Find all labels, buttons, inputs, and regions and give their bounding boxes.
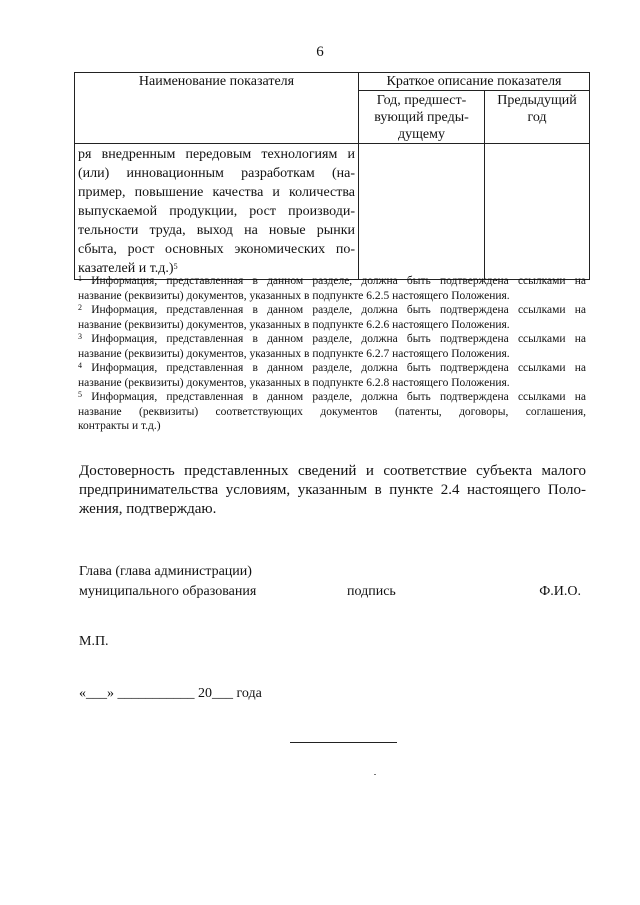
signatory-position-line: Глава (глава администрации) <box>79 564 252 579</box>
last-year-header-line: Предыдущий <box>497 93 577 108</box>
footnote-5 <box>78 390 586 434</box>
indicator-brief-header: Краткое описание показателя <box>359 73 590 91</box>
footnote-line <box>78 390 586 405</box>
footnote-text: Информация, представленная в данном разделе, должна быть подтверждена ссылками на <box>91 275 587 287</box>
footnote-text: Информация, представленная в данном разделе, должна быть подтверждена ссылками на <box>91 333 587 345</box>
footnote-line: название (реквизиты) документов, указанных в подпункте 6.2.7 настоящего Положения. <box>78 347 510 360</box>
footnote-line: название (реквизиты) документов, указанных в подпункте 6.2.5 настоящего Положения. <box>78 289 510 302</box>
confirmation-line: Достоверность представленных сведений и соответствие субъекта малого <box>79 463 586 479</box>
footnote-line <box>78 361 586 376</box>
signature-row <box>79 582 584 602</box>
footnote-line <box>78 303 586 318</box>
footnote-number: 5 <box>78 390 82 399</box>
scan-speck <box>374 774 376 775</box>
year-before-last-header <box>359 91 485 144</box>
footnote-text: Информация, представленная в данном разделе, должна быть подтверждена ссылками на <box>91 391 587 403</box>
footnote-text: Информация, представленная в данном разделе, должна быть подтверждена ссылками на <box>91 362 587 374</box>
year-before-last-header-line: Год, предшест- <box>376 93 467 108</box>
footnote-4 <box>78 361 586 390</box>
indicator-description-line: выпускаемой продукции, рост производи- <box>78 204 355 219</box>
indicator-description-line: (или) инновационным разработкам (на- <box>78 166 355 181</box>
last-year-header-line: год <box>527 110 547 125</box>
footnote-line <box>78 332 586 347</box>
indicator-name-header: Наименование показателя <box>75 73 359 144</box>
footnote-mark: 5 <box>173 262 178 271</box>
footnote-2 <box>78 303 586 332</box>
table-row <box>75 144 590 280</box>
footnote-number: 3 <box>78 332 82 341</box>
full-name-caption: Ф.И.О. <box>539 584 581 599</box>
footnote-1 <box>78 274 586 303</box>
indicator-description-line: ря внедренным передовым технологиям и <box>78 147 355 162</box>
indicator-description-line: сбыта, рост основных экономических по- <box>78 242 355 257</box>
indicators-table <box>74 72 590 280</box>
footnote-line: название (реквизиты) документов, указанных в подпункте 6.2.6 настоящего Положения. <box>78 318 510 331</box>
footnotes <box>78 274 586 434</box>
footnote-number: 4 <box>78 361 82 370</box>
footnote-3 <box>78 332 586 361</box>
signatory-position-line: муниципального образования <box>79 584 257 599</box>
indicator-description-line: пример, повышение качества и количества <box>78 185 355 200</box>
last-year-value-cell <box>485 144 590 280</box>
footnote-text: Информация, представленная в данном разделе, должна быть подтверждена ссылками на <box>91 304 587 316</box>
confirmation-line: предпринимательства условиям, указанным в пункте 2.4 настоящего Поло- <box>79 482 586 498</box>
footnote-line: контракты и т.д.) <box>78 420 161 432</box>
footnote-number: 1 <box>78 274 82 283</box>
confirmation-line: жения, подтверждаю. <box>79 501 217 517</box>
indicator-description-text: казателей и т.д.) <box>78 261 174 276</box>
bottom-rule <box>290 742 397 743</box>
footnote-number: 2 <box>78 303 82 312</box>
footnote-line: название (реквизиты) соответствующих документов (патенты, договоры, соглашения, <box>78 405 586 418</box>
page-number: 6 <box>316 44 324 60</box>
stamp-place-label: М.П. <box>79 634 109 649</box>
year-before-last-value-cell <box>359 144 485 280</box>
year-before-last-header-line: дущему <box>398 127 445 142</box>
indicator-description-cell <box>75 144 359 280</box>
signature-block <box>79 562 584 602</box>
last-year-header <box>485 91 590 144</box>
indicator-description-line: тельности труда, выход на новые рынки <box>78 223 355 238</box>
footnote-line <box>78 274 586 289</box>
year-before-last-header-line: вующий преды- <box>374 110 469 125</box>
footnote-line: название (реквизиты) документов, указанных в подпункте 6.2.8 настоящего Положения. <box>78 376 510 389</box>
table-header-row <box>75 73 590 91</box>
signature-caption: подпись <box>347 584 396 599</box>
confirmation-statement <box>79 462 586 519</box>
date-line: «___» ___________ 20___ года <box>79 686 262 701</box>
